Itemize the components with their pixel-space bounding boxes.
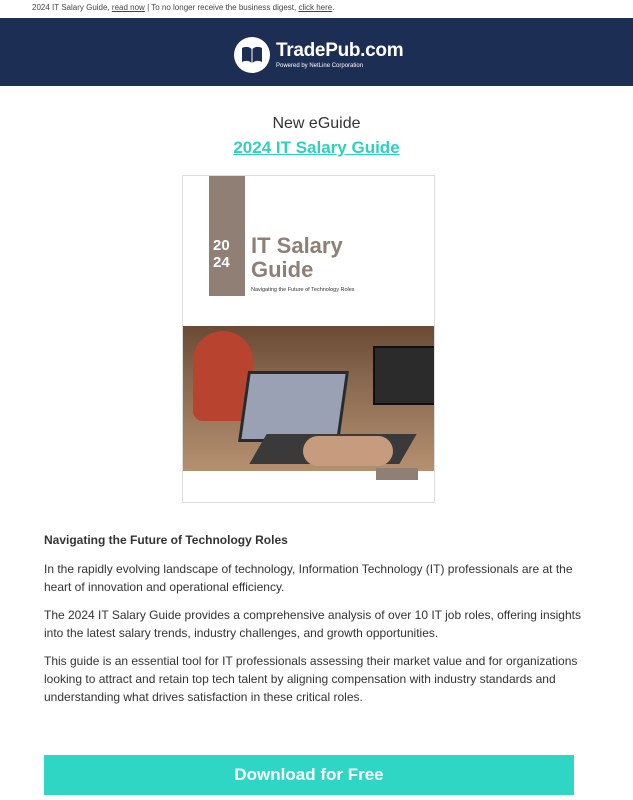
guide-title-link[interactable]: 2024 IT Salary Guide — [233, 138, 400, 157]
cover-title-line2: Guide — [251, 257, 314, 282]
preheader-text: 2024 IT Salary Guide, — [32, 3, 110, 12]
cover-accent-bar — [209, 176, 245, 296]
logo-tagline: Powered by NetLine Corporation — [276, 62, 364, 69]
cover-year — [213, 237, 230, 271]
book-icon — [234, 37, 270, 73]
cover-title — [251, 234, 343, 282]
eguide-label: New eGuide — [272, 115, 361, 132]
read-now-link[interactable]: read now — [111, 3, 145, 12]
tradepub-logo[interactable] — [234, 35, 403, 75]
preheader — [0, 0, 633, 18]
description-paragraph-1: In the rapidly evolving landscape of technology, Information Technology (IT) professionals are at the heart of innovation and operational efficiency. — [44, 562, 573, 594]
preheader-unsubscribe-text: | To no longer receive the business digest, — [147, 3, 297, 12]
description-paragraph-2: The 2024 IT Salary Guide provides a comprehensive analysis of over 10 IT job roles, offering insights into the latest salary trends, industry challenges, and growth opportunities. — [44, 608, 581, 640]
download-button[interactable]: Download for Free — [44, 755, 574, 795]
cover-bottom-tab — [376, 468, 418, 480]
description-heading: Navigating the Future of Technology Roles — [44, 533, 288, 547]
cover-year-bottom: 24 — [213, 254, 230, 271]
click-here-link[interactable]: click here — [298, 3, 333, 12]
guide-cover-image[interactable] — [182, 175, 435, 503]
cover-subtitle: Navigating the Future of Technology Roles — [251, 287, 355, 293]
preheader-period: . — [332, 3, 335, 12]
guide-description — [44, 532, 584, 716]
logo-name: TradePub.com — [276, 39, 404, 61]
cover-title-line1: IT Salary — [251, 233, 343, 258]
cover-photo-laptop — [183, 326, 434, 471]
description-paragraph-3: This guide is an essential tool for IT professionals assessing their market value and for organizations looking to attract and retain top tech talent by aligning compensation with industry standards and understanding what drives satisfaction in these critical roles. — [44, 654, 578, 704]
cover-year-top: 20 — [213, 237, 230, 254]
